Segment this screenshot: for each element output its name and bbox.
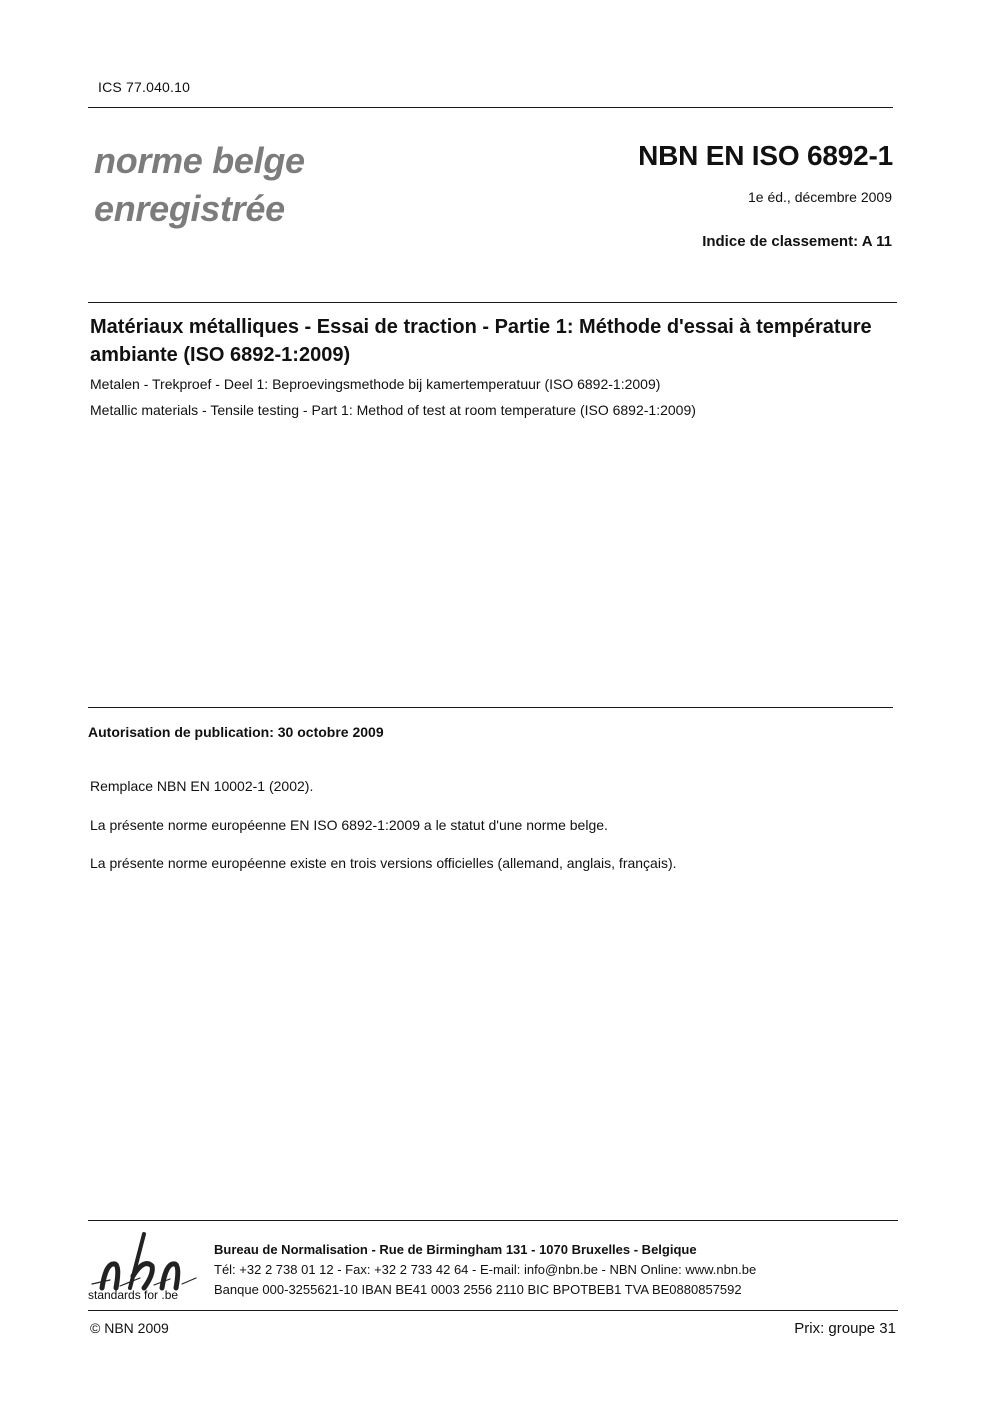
status-note: La présente norme européenne EN ISO 6892-1:2009 a le statut d'une norme belge. <box>90 817 608 833</box>
classification-index: Indice de classement: A 11 <box>702 233 892 250</box>
standard-number: NBN EN ISO 6892-1 <box>638 140 893 171</box>
publication-divider <box>88 707 893 708</box>
top-divider <box>88 107 893 108</box>
title-english: Metallic materials - Tensile testing - Part 1: Method of test at room temperature (ISO 6892-1:2009) <box>90 402 696 418</box>
brand-title-line1: norme belge <box>94 140 305 181</box>
logo-caption: standards for .be <box>88 1288 179 1302</box>
bottom-divider <box>88 1310 898 1311</box>
publication-authorization: Autorisation de publication: 30 octobre 2009 <box>88 724 384 740</box>
title-french: Matériaux métalliques - Essai de traction - Partie 1: Méthode d'essai à température ambiante (ISO 6892-1:2009) <box>90 316 872 366</box>
title-divider <box>88 302 897 303</box>
brand-title-line2: enregistrée <box>94 188 285 229</box>
address-line-1: Bureau de Normalisation - Rue de Birmingham 131 - 1070 Bruxelles - Belgique <box>214 1242 697 1257</box>
replaces-note: Remplace NBN EN 10002-1 (2002). <box>90 778 314 794</box>
title-dutch: Metalen - Trekproef - Deel 1: Beproevingsmethode bij kamertemperatuur (ISO 6892-1:2009) <box>90 376 661 392</box>
bank-line: Banque 000-3255621-10 IBAN BE41 0003 2556 2110 BIC BPOTBEB1 TVA BE0880857592 <box>214 1282 742 1297</box>
footer-divider <box>88 1220 898 1221</box>
contact-line: Tél: +32 2 738 01 12 - Fax: +32 2 733 42 64 - E-mail: info@nbn.be - NBN Online: www.nbn.be <box>214 1262 757 1277</box>
versions-note: La présente norme européenne existe en trois versions officielles (allemand, anglais, français). <box>90 855 677 871</box>
edition-date: 1e éd., décembre 2009 <box>748 189 892 205</box>
copyright: © NBN 2009 <box>90 1320 169 1336</box>
ics-code: ICS 77.040.10 <box>98 79 191 95</box>
price-group: Prix: groupe 31 <box>794 1320 896 1337</box>
